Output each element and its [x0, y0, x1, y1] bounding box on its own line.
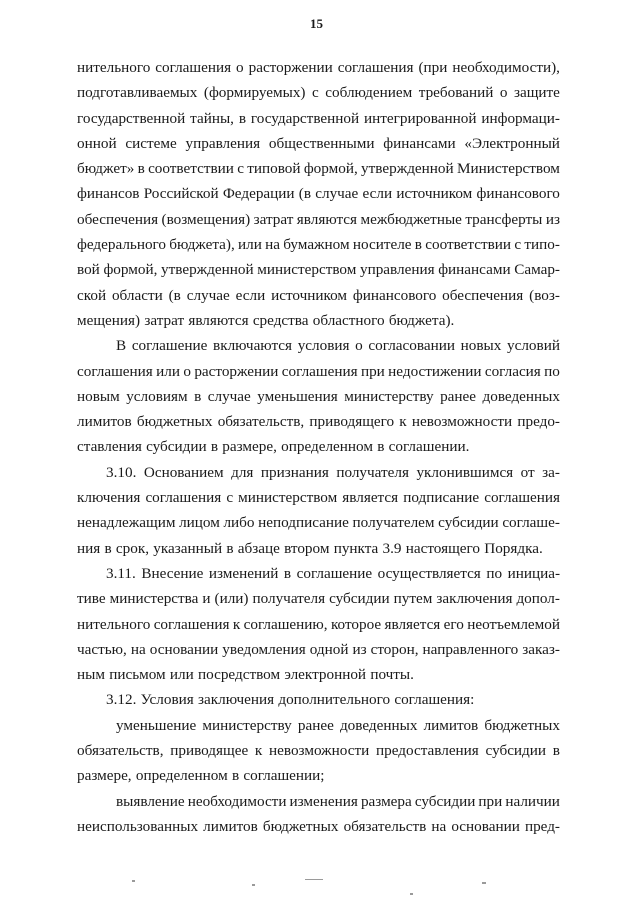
text-line: 3.10. Основанием для признания получателя уклонившимся от за- [106, 463, 560, 481]
document-body [77, 58, 560, 842]
text-line: выявление необходимости изменения размера субсидии при наличии [116, 792, 560, 810]
text-line: онной системе управления общественными финансами «Электронный [77, 134, 560, 152]
scan-artifact [132, 880, 135, 882]
text-line: 3.12. Условия заключения дополнительного соглашения: [106, 691, 475, 709]
text-line: соглашения или о расторжении соглашения при недостижении согласия по [77, 362, 560, 380]
scan-artifact [252, 884, 255, 886]
text-line: финансов Российской Федерации (в случае если источником финансового [77, 185, 560, 203]
paragraph [77, 564, 560, 690]
text-line: ставления субсидии в размере, определенном в соглашении. [77, 438, 470, 456]
text-line: размере, определенном в соглашении; [77, 767, 325, 785]
paragraph [77, 336, 560, 462]
text-line: обеспечения (возмещения) затрат являются межбюджетные трансферты из [77, 210, 560, 228]
text-line: ния в срок, указанный в абзаце втором пункта 3.9 настоящего Порядка. [77, 539, 543, 557]
scan-artifact [305, 879, 323, 880]
text-line: бюджет» в соответствии с типовой формой, утвержденной Министерством [77, 160, 560, 178]
text-line: ным письмом или посредством электронной почты. [77, 666, 414, 684]
text-line: подготавливаемых (формируемых) с соблюдением требований о защите [77, 84, 560, 102]
text-line: частью, на основании уведомления одной из сторон, направленного заказ- [77, 640, 560, 658]
text-line: ключения соглашения с министерством является подписание соглашения [77, 489, 560, 507]
text-line: лимитов бюджетных обязательств, приводящего к невозможности предо- [77, 413, 560, 431]
text-line: вой формой, утвержденной министерством управления финансами Самар- [77, 261, 560, 279]
paragraph [77, 792, 560, 843]
text-line: 3.11. Внесение изменений в соглашение осуществляется по инициа- [106, 564, 560, 582]
text-line: федерального бюджета), или на бумажном носителе в соответствии с типо- [77, 236, 560, 254]
text-line: ской области (в случае если источником финансового обеспечения (воз- [77, 286, 560, 304]
text-line: государственной тайны, в государственной интегрированной информаци- [77, 109, 560, 127]
text-line: В соглашение включаются условия о согласовании новых условий [116, 337, 560, 355]
text-line: нительного соглашения о расторжении соглашения (при необходимости), [77, 59, 560, 76]
page-number: 15 [310, 16, 323, 31]
text-line: ненадлежащим лицом либо неподписание получателем субсидии соглаше- [77, 514, 560, 532]
text-line: нительного соглашения к соглашению, которое является его неотъемлемой [77, 615, 560, 633]
paragraph [77, 716, 560, 792]
paragraph [77, 690, 560, 715]
text-line: тиве министерства и (или) получателя субсидии путем заключения допол- [77, 590, 560, 608]
text-line: обязательств, приводящее к невозможности предоставления субсидии в [77, 742, 560, 760]
paragraph [77, 463, 560, 564]
text-line: уменьшение министерству ранее доведенных лимитов бюджетных [116, 716, 560, 734]
text-line: неиспользованных лимитов бюджетных обязательств на основании пред- [77, 817, 560, 835]
scan-artifact [410, 893, 413, 895]
text-line: мещения) затрат являются средства областного бюджета). [77, 311, 455, 329]
paragraph [77, 58, 560, 336]
scan-artifact [482, 882, 486, 884]
text-line: новым условиям в случае уменьшения министерству ранее доведенных [77, 387, 560, 405]
